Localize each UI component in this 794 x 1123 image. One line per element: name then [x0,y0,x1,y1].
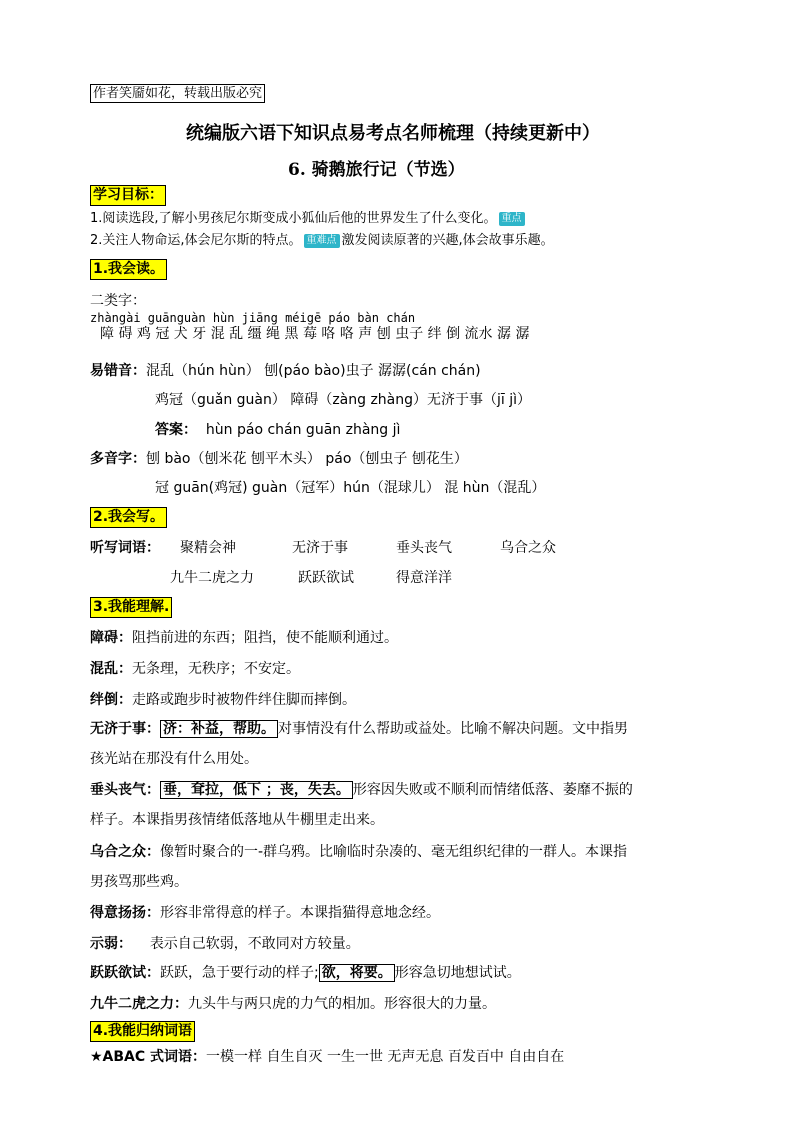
page-title: 统编版六语下知识点易考点名师梳理（持续更新中） [186,123,600,144]
definition-continuation: 样子。本课指男孩情绪低落地从牛棚里走出来。 [90,812,384,828]
definition-item [90,689,356,709]
dictation-word: 无济于事 [292,540,348,556]
definition-term: 无济于事： [90,721,160,737]
definition-item [90,902,440,922]
dictation-line-1 [90,537,160,557]
dictation-word: 九牛二虎之力 [170,570,254,586]
difficult-point-tag: 重难点 [304,234,340,248]
definition-text: 形容急切地想试试。 [394,965,521,981]
definition-item [90,841,627,861]
definition-term: 绊倒： [90,692,132,708]
abac-label: ★ABAC 式词语： [90,1049,207,1065]
definition-term: 垂头丧气： [90,782,160,798]
duoyin-line-1 [90,448,468,468]
duoyin-text-1: 刨 bào（刨米花 刨平木头） páo（刨虫子 刨花生） [146,451,468,467]
definition-text: 走路或跑步时被物件绊住脚而摔倒。 [132,692,356,708]
definition-boxed-note: 欲，将要。 [319,964,395,982]
dictation-label: 听写词语： [90,540,160,556]
definition-text: 对事情没有什么帮助或益处。比喻不解决问题。文中指男 [278,721,628,737]
dictation-word: 乌合之众 [500,540,556,556]
definition-text: 跃跃，急于要行动的样子; [160,965,319,981]
goal-line-2 [90,229,554,248]
goal-line-1 [90,207,527,226]
pinyin-row: zhàngài guānguàn hùn jiāng méigē páo bàn chán [90,311,416,325]
definition-term: 混乱： [90,661,132,677]
summarize-heading: 4.我能归纳词语 [90,1021,195,1042]
read-heading: 1.我会读。 [90,259,167,280]
yicuo-text-1: 混乱（hún hùn） 刨(páo bào)虫子 潺潺(cán chán) [146,363,481,379]
definition-term: 示弱： [90,936,132,952]
key-point-tag: 重点 [499,212,525,226]
abac-line [90,1046,564,1066]
definition-text: 形容因失败或不顺利而情绪低落、萎靡不振的 [352,782,633,798]
definition-item [90,658,300,678]
yicuo-label: 易错音： [90,363,146,379]
dictation-word: 聚精会神 [180,540,236,556]
erlei-label: 二类字： [90,293,146,309]
definition-item [90,993,496,1013]
understand-heading: 3.我能理解. [90,597,172,618]
definition-term: 九牛二虎之力： [90,996,188,1012]
answer-line [155,419,400,439]
lesson-subtitle: 6. 骑鹅旅行记（节选） [288,160,465,180]
dictation-word: 垂头丧气 [396,540,452,556]
write-heading: 2.我会写。 [90,507,167,528]
definition-item [90,779,633,799]
goals-heading: 学习目标： [90,185,166,206]
dictation-word: 得意洋洋 [396,570,452,586]
chars-row: 障 碍 鸡 冠 犬 牙 混 乱 缰 绳 黑 莓 咯 咯 声 刨 虫子 绊 倒 流水 潺 潺 [100,326,530,342]
definition-text: 九头牛与两只虎的力气的相加。形容很大的力量。 [188,996,496,1012]
answer-label: 答案： [155,422,197,438]
goal-line-2-text-a: 2.关注人物命运,体会尼尔斯的特点。 [90,233,302,248]
duoyin-label: 多音字： [90,451,146,467]
definition-boxed-note: 垂，耷拉，低下 ；丧，失去。 [160,781,353,799]
definition-item [90,962,521,982]
definition-item [90,627,398,647]
definition-text: 表示自己软弱，不敢同对方较量。 [149,936,360,952]
definition-boxed-note: 济：补益，帮助。 [160,720,278,738]
yicuo-line-1 [90,360,481,380]
definition-text: 形容非常得意的样子。本课指猫得意地念经。 [160,905,440,921]
definition-item [90,933,360,953]
yicuo-line-2: 鸡冠（guǎn guàn） 障碍（zàng zhàng）无济于事（jī jì） [155,392,532,408]
definition-text: 阻挡前进的东西；阻挡，使不能顺利通过。 [132,630,398,646]
definition-item [90,718,628,738]
definition-text: 像暂时聚合的一-群乌鸦。比喻临时杂凑的、毫无组织纪律的一群人。本课指 [160,844,628,860]
abac-words: 一模一样 自生自灭 一生一世 无声无息 百发百中 自由自在 [206,1049,565,1065]
definition-text: 无条理，无秩序；不安定。 [132,661,300,677]
definition-continuation: 男孩骂那些鸡。 [90,874,188,890]
definition-continuation: 孩光站在那没有什么用处。 [90,751,258,767]
goal-line-1-text: 1.阅读选段,了解小男孩尼尔斯变成小狐仙后他的世界发生了什么变化。 [90,211,497,226]
dictation-word: 跃跃欲试 [298,570,354,586]
definition-term: 得意扬扬： [90,905,160,921]
answer-text: hùn páo chán guān zhàng jì [205,422,401,438]
definition-term: 乌合之众： [90,844,160,860]
definition-term: 跃跃欲试： [90,965,160,981]
goal-line-2-text-b: 激发阅读原著的兴趣,体会故事乐趣。 [341,233,554,248]
author-note: 作者笑靥如花，转载出版必究 [90,84,265,103]
duoyin-line-2: 冠 guān(鸡冠) guàn（冠军）hún（混球儿） 混 hùn（混乱） [155,480,546,496]
definition-term: 障碍： [90,630,132,646]
